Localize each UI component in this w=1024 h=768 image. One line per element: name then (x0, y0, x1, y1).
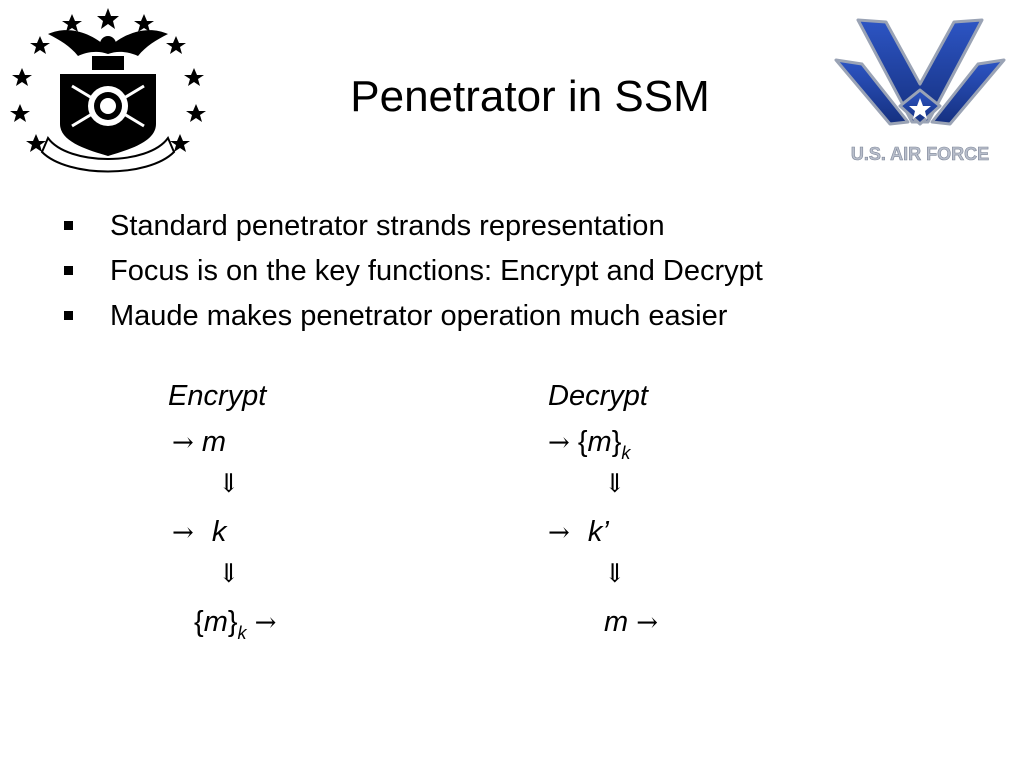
bullet-square-icon (64, 221, 73, 230)
encrypt-input-key (172, 514, 226, 551)
encrypt-output (194, 604, 276, 643)
decrypt-output (604, 604, 658, 641)
decrypt-heading: Decrypt (548, 380, 648, 412)
decrypt-input-ciphertext (548, 424, 630, 463)
encrypt-input-message (172, 424, 226, 461)
decrypt-input-key (548, 514, 609, 551)
bullet-square-icon (64, 266, 73, 275)
key-symbol: k (211, 516, 227, 548)
right-arrow-icon: → (548, 428, 570, 458)
right-arrow-icon: → (636, 608, 659, 638)
afit-seal-logo (8, 6, 208, 178)
double-down-arrow-icon: ⇓ (218, 469, 240, 499)
bullet-list (62, 204, 763, 339)
bullet-item (62, 249, 763, 294)
open-brace: { (194, 606, 204, 638)
key-subscript: k (621, 443, 631, 463)
inverse-key-symbol: k’ (587, 516, 609, 548)
bullet-text: Standard penetrator strands representation (110, 210, 665, 242)
key-subscript: k (237, 623, 247, 643)
close-brace: } (611, 426, 622, 458)
us-air-force-logo (828, 14, 1012, 166)
double-down-arrow-icon: ⇓ (604, 559, 626, 589)
bullet-item (62, 204, 763, 249)
bullet-text: Focus is on the key functions: Encrypt and Decrypt (110, 255, 763, 287)
double-down-arrow-icon: ⇓ (604, 469, 626, 499)
right-arrow-icon: → (172, 518, 194, 548)
slide-title: Penetrator in SSM (350, 72, 710, 121)
bullet-item (62, 294, 763, 339)
bullet-square-icon (64, 311, 73, 320)
af-logo-text: U.S. AIR FORCE (850, 144, 990, 164)
right-arrow-icon: → (172, 428, 194, 458)
right-arrow-icon: → (254, 608, 277, 638)
encrypt-heading: Encrypt (168, 380, 267, 412)
message-symbol: m (587, 426, 612, 458)
message-symbol: m (203, 606, 228, 638)
message-symbol: m (201, 426, 227, 458)
close-brace: } (227, 606, 238, 638)
bullet-text: Maude makes penetrator operation much easier (110, 300, 728, 332)
right-arrow-icon: → (548, 518, 570, 548)
open-brace: { (577, 426, 588, 458)
message-symbol: m (604, 606, 629, 638)
double-down-arrow-icon: ⇓ (218, 559, 240, 589)
